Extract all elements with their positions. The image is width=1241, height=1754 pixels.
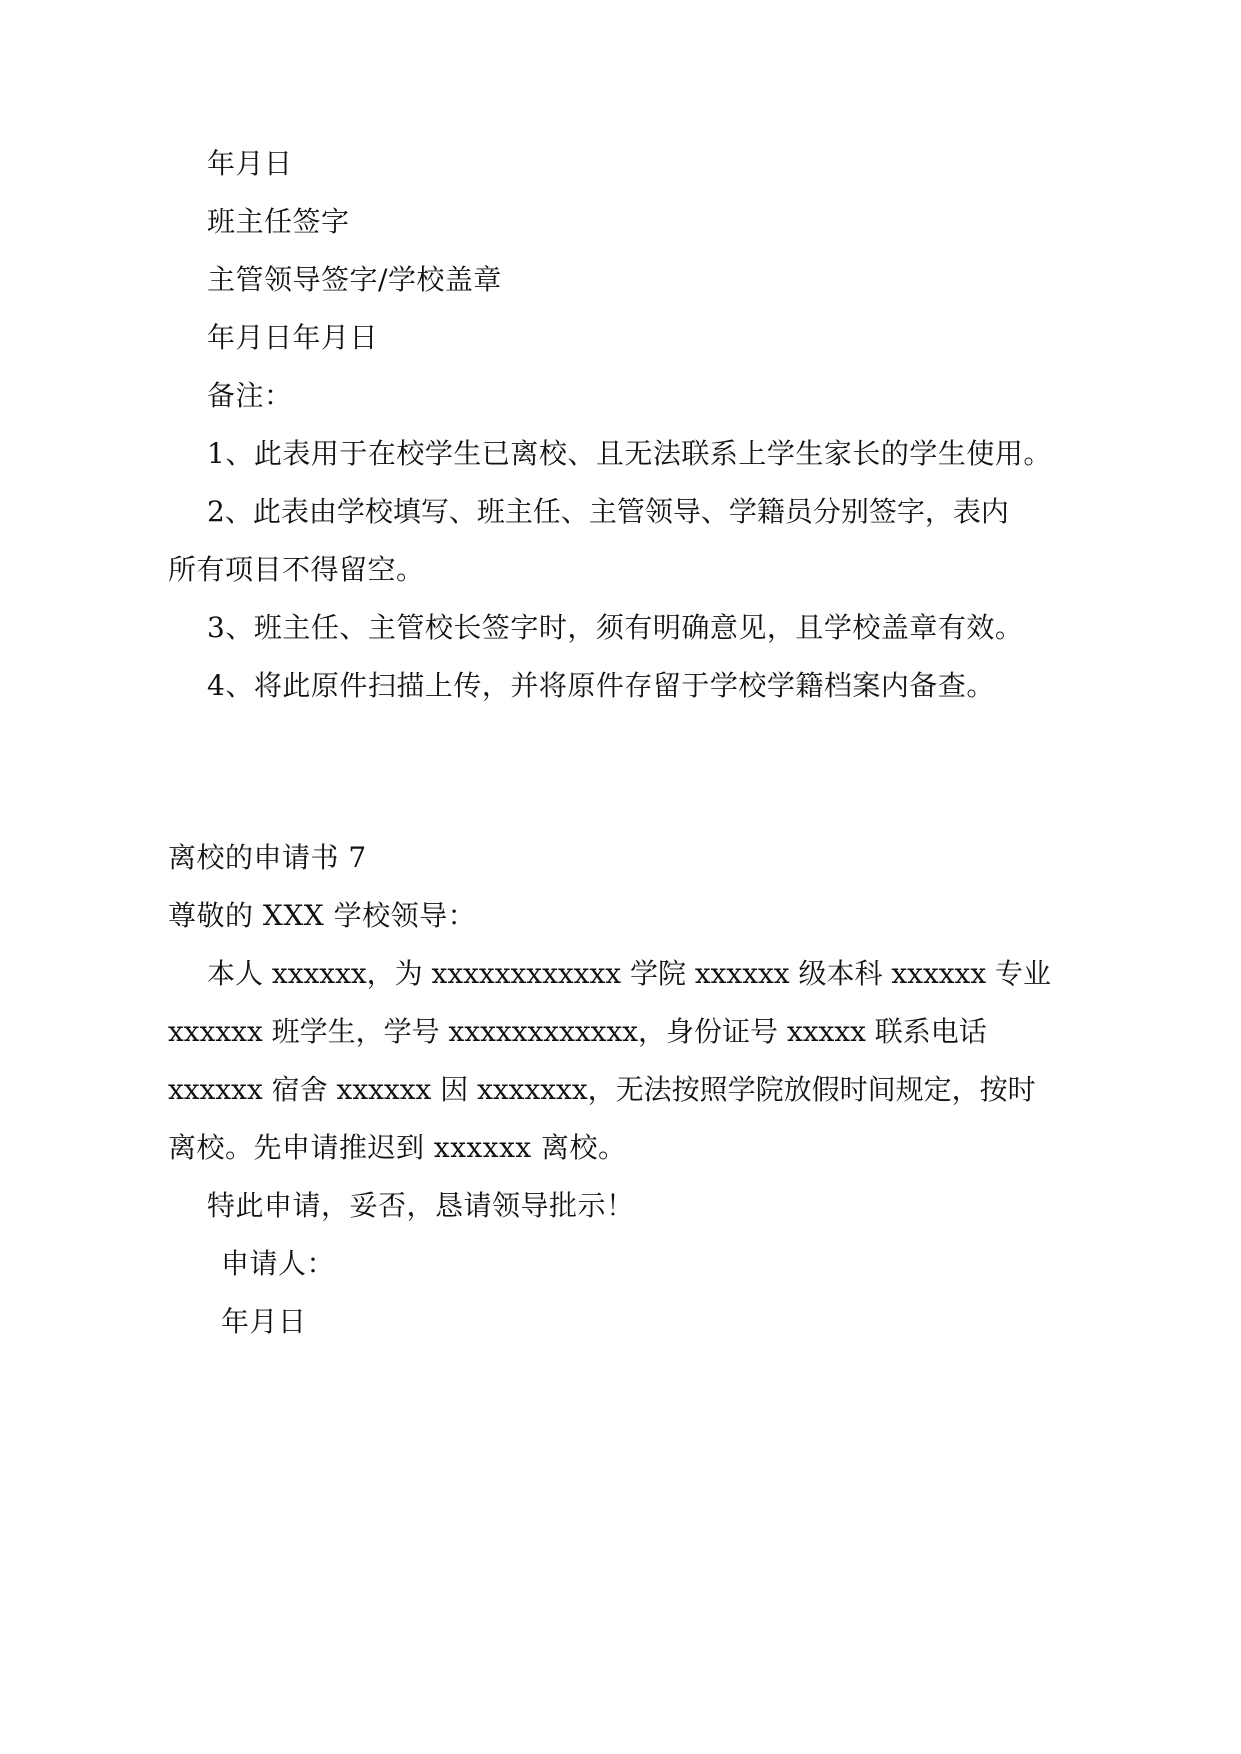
letter-salutation: 尊敬的 XXX 学校领导： (168, 899, 477, 932)
letter-closing: 特此申请，妥否，恳请领导批示！ (207, 1189, 635, 1222)
note-item-3: 3、班主任、主管校长签字时，须有明确意见，且学校盖章有效。 (207, 611, 1024, 644)
letter-date-line: 年月日 (221, 1305, 307, 1338)
leader-signature-label: 主管领导签字/学校盖章 (207, 263, 502, 296)
applicant-label: 申请人： (221, 1247, 336, 1280)
note-item-2-continued: 所有项目不得留空。 (168, 553, 425, 586)
letter-title: 离校的申请书 7 (168, 841, 367, 874)
note-item-4: 4、将此原件扫描上传，并将原件存留于学校学籍档案内备查。 (207, 669, 995, 702)
double-date-line: 年月日年月日 (207, 321, 379, 354)
letter-body-line: 离校。先申请推迟到 xxxxxx 离校。 (168, 1131, 627, 1164)
notes-heading: 备注： (207, 379, 293, 412)
note-item-2: 2、此表由学校填写、班主任、主管领导、学籍员分别签字，表内 (207, 495, 1009, 528)
letter-body-line: xxxxxx 宿舍 xxxxxx 因 xxxxxxx，无法按照学院放假时间规定，按时 (168, 1073, 1036, 1106)
date-line: 年月日 (207, 147, 293, 180)
letter-body-line: 本人 xxxxxx，为 xxxxxxxxxxxx 学院 xxxxxx 级本科 xxxxxx 专业 (207, 957, 1052, 990)
letter-body-line: xxxxxx 班学生，学号 xxxxxxxxxxxx，身份证号 xxxxx 联系电话 (168, 1015, 987, 1048)
head-teacher-signature-label: 班主任签字 (207, 205, 350, 238)
note-item-1: 1、此表用于在校学生已离校、且无法联系上学生家长的学生使用。 (207, 437, 1052, 470)
